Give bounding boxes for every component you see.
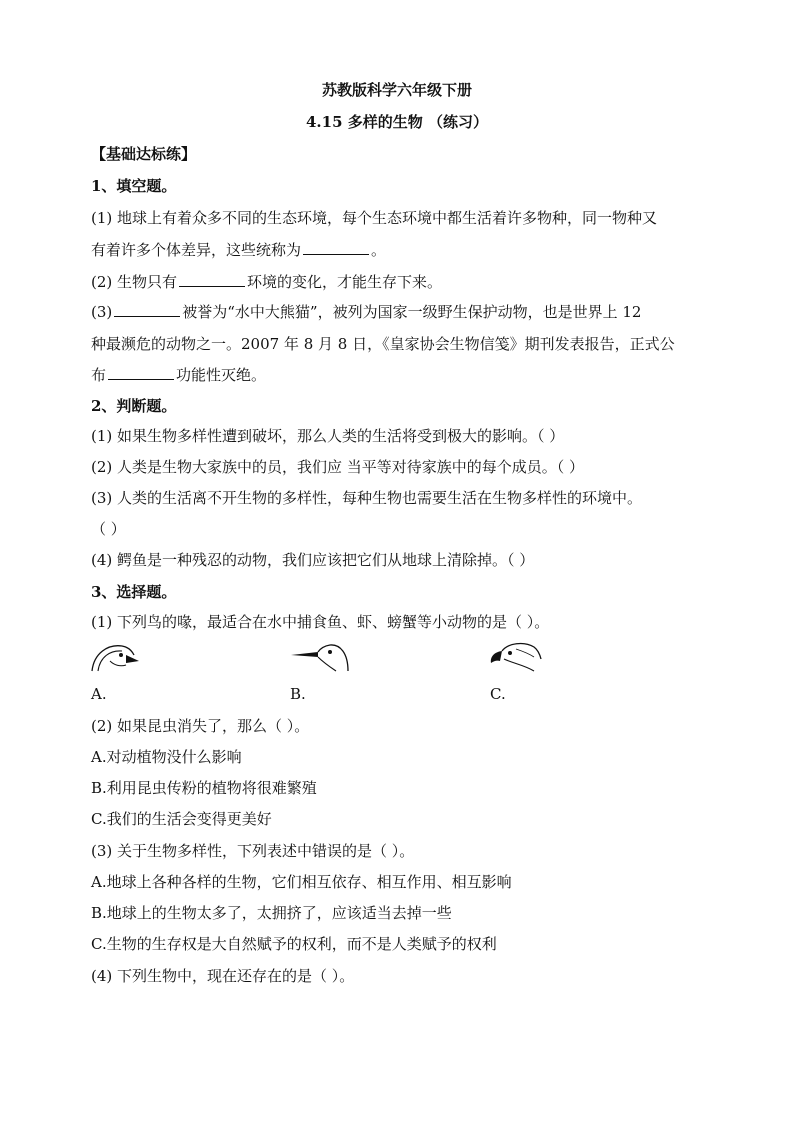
fill-q3-line2: 种最濒危的动物之一。2007 年 8 月 8 日，《皇家协会生物信笺》期刊发表报告，正式公 <box>91 335 675 353</box>
fill-blank-heading: 1、填空题。 <box>91 177 177 195</box>
fill-q3-line3 <box>91 365 266 385</box>
fill-q3-text: 被誉为“水中大熊猫”，被列为国家一级野生保护动物，也是世界上 12 <box>182 303 642 321</box>
fill-q1-end: 。 <box>371 241 387 259</box>
fill-q3-end: 功能性灭绝。 <box>176 366 267 384</box>
choice-q2-option-a[interactable]: A.对动植物没什么影响 <box>91 748 242 766</box>
tf-q2: (2) 人类是生物大家族中的员，我们应 当平等对待家族中的每个成员。（ ） <box>91 458 585 476</box>
tf-q3-line2: （ ） <box>91 520 126 538</box>
true-false-heading: 2、判断题。 <box>91 397 177 415</box>
fill-q3-line1 <box>91 302 641 322</box>
fill-q2-text: (2) 生物只有 <box>91 273 178 291</box>
tf-q3-line1: (3) 人类的生活离不开生物的多样性，每种生物也需要生活在生物多样性的环境中。 <box>91 489 643 507</box>
answer-blank[interactable] <box>303 240 369 255</box>
option-b-label[interactable]: B. <box>290 685 306 703</box>
choice-q4: (4) 下列生物中，现在还存在的是（ ）。 <box>91 967 355 985</box>
choice-heading: 3、选择题。 <box>91 583 177 601</box>
answer-blank[interactable] <box>108 365 174 380</box>
tf-q4: (4) 鳄鱼是一种残忍的动物，我们应该把它们从地球上清除掉。（ ） <box>91 551 535 569</box>
choice-q3-option-b[interactable]: B.地球上的生物太多了，太拥挤了，应该适当去掉一些 <box>91 904 452 922</box>
fill-q1-line2 <box>91 240 386 260</box>
lesson-subtitle: 4.15 多样的生物 （练习） <box>306 113 488 131</box>
tf-q1: (1) 如果生物多样性遭到破坏，那么人类的生活将受到极大的影响。（ ） <box>91 427 565 445</box>
choice-q3: (3) 关于生物多样性，下列表述中错误的是（ ）。 <box>91 842 415 860</box>
bird-c-hooked-beak-illustration <box>488 641 542 673</box>
choice-q3-option-a[interactable]: A.地球上各种各样的生物，它们相互依存、相互作用、相互影响 <box>91 873 512 891</box>
choice-q1: (1) 下列鸟的喙，最适合在水中捕食鱼、虾、螃蟹等小动物的是（ ）。 <box>91 613 550 631</box>
fill-q3-number: (3) <box>91 303 113 321</box>
choice-q3-option-c[interactable]: C.生物的生存权是大自然赋予的权利，而不是人类赋予的权利 <box>91 935 497 953</box>
answer-blank[interactable] <box>114 302 180 317</box>
worksheet-title: 苏教版科学六年级下册 <box>321 81 472 99</box>
bird-b-long-beak-illustration <box>290 641 350 673</box>
choice-q2-option-b[interactable]: B.利用昆虫传粉的植物将很难繁殖 <box>91 779 317 797</box>
choice-q2-option-c[interactable]: C.我们的生活会变得更美好 <box>91 810 272 828</box>
fill-q1-text: 有着许多个体差异，这些统称为 <box>91 241 302 259</box>
fill-q1-line1: (1) 地球上有着众多不同的生态环境，每个生态环境中都生活着许多物种，同一物种又 <box>91 209 658 227</box>
bird-a-short-beak-illustration <box>90 641 142 675</box>
fill-q3-text: 布 <box>91 366 107 384</box>
section-heading: 【基础达标练】 <box>91 145 197 163</box>
choice-q2: (2) 如果昆虫消失了，那么（ ）。 <box>91 717 310 735</box>
fill-q2-end: 环境的变化，才能生存下来。 <box>247 273 443 291</box>
answer-blank[interactable] <box>179 272 245 287</box>
option-c-label[interactable]: C. <box>490 685 506 703</box>
option-a-label[interactable]: A. <box>91 685 107 703</box>
fill-q2 <box>91 272 442 292</box>
